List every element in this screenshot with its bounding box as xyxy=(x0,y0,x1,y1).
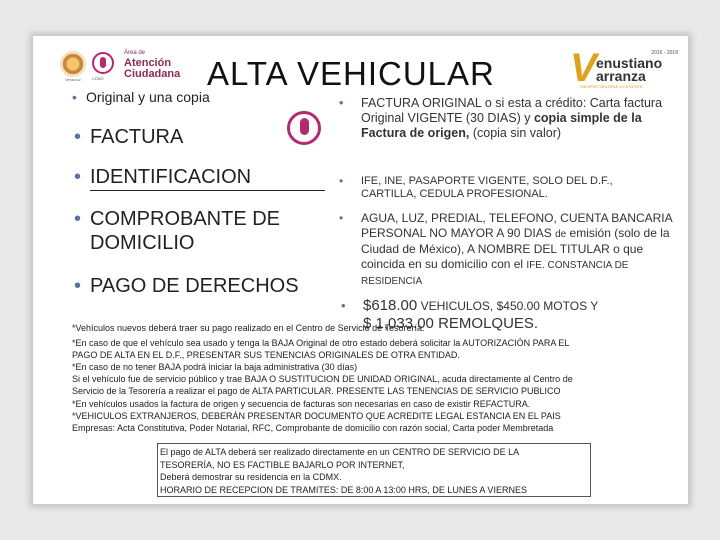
factura-label: FACTURA xyxy=(90,126,184,148)
note-line: *Vehículos nuevos deberá traer su pago realizado en el Centro de Servicio de Tesorería. xyxy=(72,323,425,333)
cdmx-emblem-icon xyxy=(287,111,321,145)
bullet-icon: • xyxy=(339,211,344,225)
pago-amount-2: $ 1,033.00 REMOLQUES. xyxy=(363,315,539,332)
bullet-icon: • xyxy=(339,174,344,188)
note-line: Empresas: Acta Constitutiva, Poder Notarial, RFC, Comprobante de domicilio con razón social, Carta poder Membretada xyxy=(72,422,554,433)
box-line: TESORERÍA, NO ES FACTIBLE BAJARLO POR INTERNET, xyxy=(160,459,405,470)
pago-item xyxy=(74,274,299,298)
factura-desc-bold: copia simple de la Factura de origen, xyxy=(361,111,642,140)
factura-desc-text: FACTURA ORIGINAL o si esta a crédito: Carta factura Original VIGENTE (30 DIAS) y xyxy=(361,96,663,125)
bullet-icon: • xyxy=(339,96,344,110)
original-copia-label: Original y una copia xyxy=(86,89,210,105)
note-line: *VEHICULOS EXTRANJEROS, DEBERÁN PRESENTAR DOCUMENTO QUE ACREDITE LEGAL ESTANCIA EN EL PAIS xyxy=(72,410,561,421)
ribbon-caption: CDMX xyxy=(92,76,104,81)
comprobante-item xyxy=(74,207,340,255)
pago-vehicles: VEHICULOS, xyxy=(417,299,497,313)
note-line: Si el vehículo fue de servicio público y trae BAJA O SUSTITUCION DE UNIDAD ORIGINAL, acuda directamente al Centro de xyxy=(72,374,573,385)
cdmx-ribbon-icon xyxy=(92,52,114,74)
pago-motos: $450.00 MOTOS Y xyxy=(496,299,599,313)
bullet-icon: • xyxy=(74,208,82,230)
payment-info-box xyxy=(157,443,591,497)
area-line1: Atención xyxy=(124,57,172,69)
comprobante-desc-tail: IFE. CONSTANCIA DE RESIDENCIA xyxy=(361,260,629,287)
logo-initial: V xyxy=(570,46,597,90)
identificacion-item xyxy=(74,165,252,189)
seal-caption: Veracruz xyxy=(65,77,81,82)
bullet-icon: • xyxy=(74,275,82,297)
pago-amount-1: $618.00 xyxy=(363,297,418,314)
note-line: PAGO DE ALTA EN EL D.F., PRESENTAR SUS TENENCIAS ORIGINALES DE OTRA ENTIDAD. xyxy=(72,350,460,361)
identificacion-underline xyxy=(90,190,325,191)
atencion-ciudadana-logo xyxy=(56,49,192,83)
bullet-icon: • xyxy=(72,89,77,105)
comprobante-label: COMPROBANTE DE DOMICILIO xyxy=(90,208,281,254)
area-label: Área de xyxy=(124,50,146,56)
note-line: *En vehículos usados la factura de origen y secuencia de facturas son necesarias en caso de existir REFACTURA. xyxy=(72,398,531,409)
box-line: El pago de ALTA deberá ser realizado directamente en un CENTRO DE SERVICIO DE LA xyxy=(160,447,520,457)
box-line: HORARIO DE RECEPCION DE TRAMITES: DE 8:00 A 13:00 HRS, DE LUNES A VIERNES xyxy=(160,484,527,495)
page-title: ALTA VEHICULAR xyxy=(207,55,495,92)
state-seal-icon xyxy=(60,51,86,77)
comprobante-desc xyxy=(339,211,683,289)
bullet-icon: • xyxy=(341,298,346,313)
bullet-icon: • xyxy=(74,126,82,148)
box-line: Deberá demostrar su residencia en la CDMX. xyxy=(160,472,342,482)
logo-line2: arranza xyxy=(596,68,646,84)
notes-block xyxy=(72,322,672,434)
note-line: Servicio de la Tesorería a realizar el pago de ALTA PARTICULAR. PRESENTE LAS TENENCIAS DE SERVICIO PUBLICO xyxy=(72,386,561,397)
logo-line1: enustiano xyxy=(596,55,663,71)
identificacion-desc xyxy=(339,174,671,201)
comprobante-desc-text: AGUA, LUZ, PREDIAL, TELEFONO, CUENTA BANCARIA PERSONAL NO MAYOR A 90 DIAS xyxy=(361,211,672,240)
factura-desc-tail: (copia sin valor) xyxy=(469,126,562,140)
logo-tagline: SIEMPRE SENSIBLE A LA GENTE xyxy=(580,84,643,89)
factura-desc xyxy=(339,96,679,141)
logo-years: 2016 - 2018 xyxy=(651,50,678,56)
note-line: *En caso de no tener BAJA podrá iniciar la baja administrativa (30 días) xyxy=(72,362,358,373)
comprobante-desc-mid: emisión (solo de la Ciudad de México), A NOMBRE DEL TITULAR o que coincida en su domicilio con el xyxy=(361,226,670,271)
factura-item xyxy=(74,125,184,149)
area-line2: Ciudadana xyxy=(124,68,181,80)
pago-label: PAGO DE DERECHOS xyxy=(90,275,299,297)
note-line: *En caso de que el vehículo sea usado y tenga la BAJA Original de otro estado deberá solicitar la AUTORIZACIÓN PARA EL xyxy=(72,338,570,349)
identificacion-desc-text: IFE, INE, PASAPORTE VIGENTE, SOLO DEL D.F., CARTILLA, CEDULA PROFESIONAL. xyxy=(361,175,613,200)
comprobante-desc-de: de xyxy=(555,229,567,240)
bullet-icon: • xyxy=(74,166,82,188)
original-copia-item xyxy=(72,89,216,105)
identificacion-label: IDENTIFICACION xyxy=(90,166,252,188)
venustiano-carranza-logo xyxy=(570,46,682,90)
